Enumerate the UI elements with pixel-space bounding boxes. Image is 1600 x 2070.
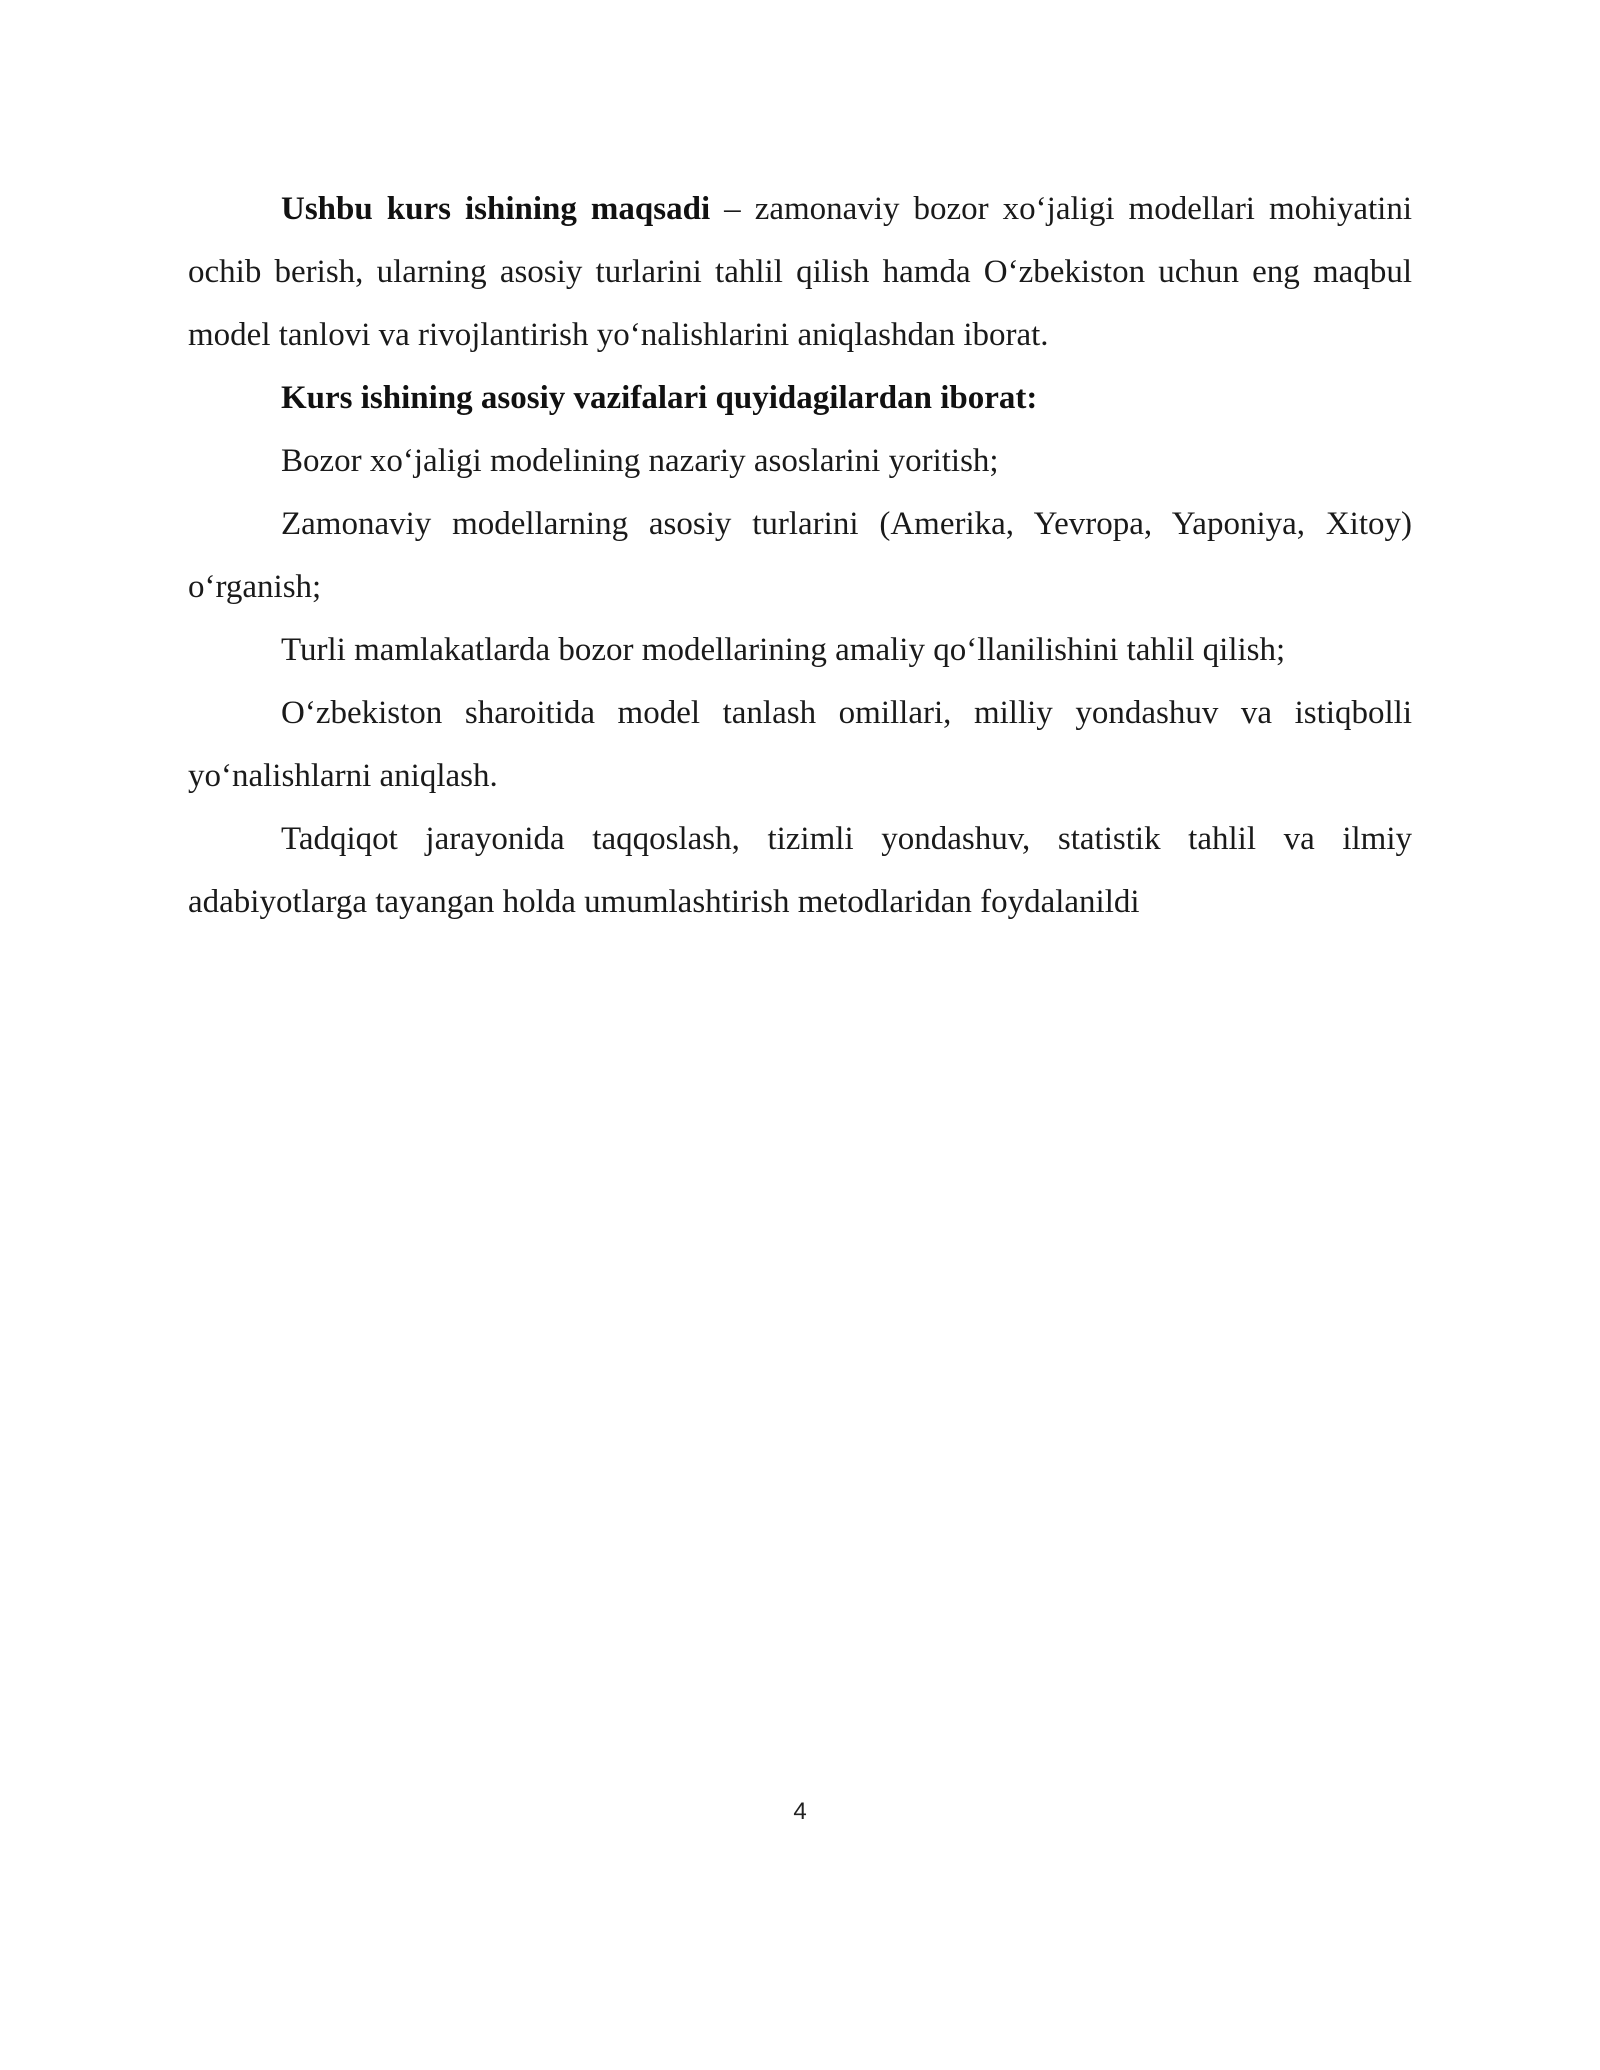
intro-bold-lead: Ushbu kurs ishining maqsadi — [281, 191, 711, 227]
task-item-2: Zamonaviy modellarning asosiy turlarini (Amerika, Yevropa, Yaponiya, Xitoy) o‘rganish; — [188, 506, 1412, 605]
document-body — [188, 178, 1412, 934]
page-number: 4 — [793, 1798, 807, 1825]
intro-paragraph — [188, 178, 1412, 367]
methods-paragraph: Tadqiqot jarayonida taqqoslash, tizimli yondashuv, statistik tahlil va ilmiy adabiyotlarga tayangan holda umumlashtirish metodlaridan foydalanildi — [188, 821, 1412, 920]
task-item-4: O‘zbekiston sharoitida model tanlash omillari, milliy yondashuv va istiqbolli yo‘nalishlarni aniqlash. — [188, 695, 1412, 794]
task-item-3: Turli mamlakatlarda bozor modellarining amaliy qo‘llanilishini tahlil qilish; — [281, 632, 1286, 668]
tasks-heading: Kurs ishining asosiy vazifalari quyidagilardan iborat: — [281, 380, 1038, 416]
intro-text: – zamonaviy bozor xo‘jaligi modellari mohiyatini ochib berish, ularning asosiy turlarini tahlil qilish hamda O‘zbekiston uchun eng maqbul model tanlovi va rivojlantirish yo‘nalishlarini aniqlashdan iborat. — [188, 191, 1412, 353]
task-item-1: Bozor xo‘jaligi modelining nazariy asoslarini yoritish; — [281, 443, 999, 479]
